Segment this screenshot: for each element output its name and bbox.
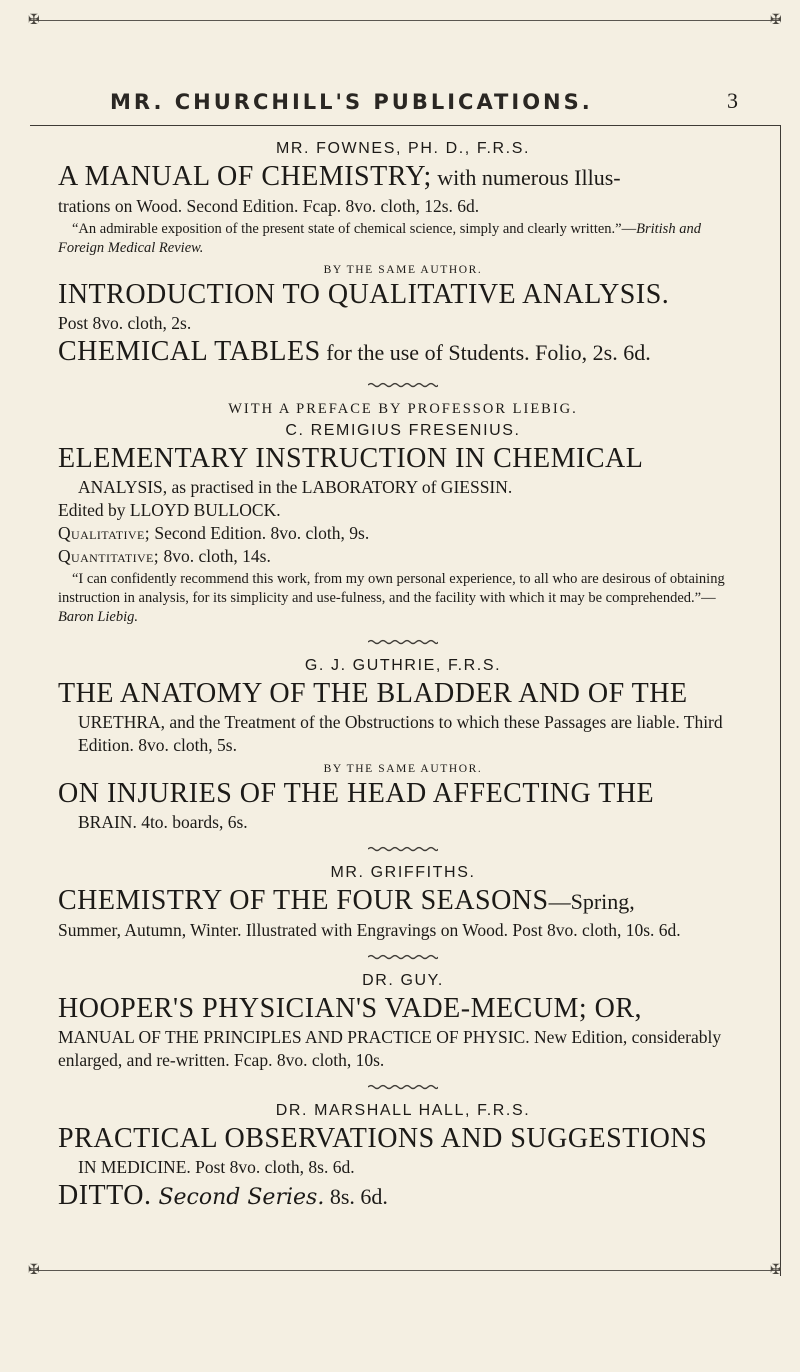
entry-guy <box>58 970 748 1072</box>
entry-author: G. J. GUTHRIE, F.R.S. <box>304 657 502 674</box>
entry-body-line: Edited by LLOYD BULLOCK. <box>58 500 281 520</box>
title-rest: with numerous Illus- <box>431 165 621 190</box>
bottom-rule <box>30 1270 780 1271</box>
title-rest: 8s. 6d. <box>324 1184 388 1209</box>
entry-title: ELEMENTARY INSTRUCTION IN CHEMICAL <box>58 443 644 474</box>
quote-source: Baron Liebig. <box>58 609 139 625</box>
entry-title-2: ON INJURIES OF THE HEAD AFFECTING THE <box>58 778 655 809</box>
qualitative-label: Qualitative; <box>58 523 150 543</box>
entry-body: Summer, Autumn, Winter. Illustrated with Engravings on Wood. Post 8vo. cloth, 10s. 6d. <box>58 920 681 940</box>
qualitative-text: Second Edition. 8vo. cloth, 9s. <box>150 523 370 543</box>
entry-title <box>58 884 748 919</box>
entry-body-line: ANALYSIS, as practised in the LABORATORY of GIESSIN. <box>78 477 513 497</box>
wavy-divider <box>368 382 438 388</box>
entry-title-2 <box>58 1179 748 1215</box>
wavy-divider <box>368 846 438 852</box>
title-main: CHEMISTRY OF THE FOUR SEASONS <box>58 885 549 916</box>
page-number: 3 <box>727 88 738 113</box>
entry-guthrie <box>58 655 748 834</box>
title-rest: —Spring, <box>548 889 635 914</box>
title-main: CHEMICAL TABLES <box>58 336 321 367</box>
quantitative-text: 8vo. cloth, 14s. <box>159 546 271 566</box>
entry-griffiths <box>58 862 748 942</box>
entry-body-2: Post 8vo. cloth, 2s. <box>58 313 192 333</box>
page <box>28 13 790 1290</box>
title-rest: for the use of Students. Folio, 2s. 6d. <box>320 340 651 365</box>
entry-title: HOOPER'S PHYSICIAN'S VADE-MECUM; OR, <box>58 993 643 1024</box>
entry-author: MR. GRIFFITHS. <box>330 864 476 881</box>
running-head-title: MR. CHURCHILL'S PUBLICATIONS. <box>110 90 593 114</box>
entry-title-3 <box>58 335 748 370</box>
wavy-divider <box>368 954 438 960</box>
entry-body-2: BRAIN. 4to. boards, 6s. <box>78 812 248 832</box>
entry-marshall-hall <box>58 1100 748 1215</box>
entry-author: DR. GUY. <box>362 972 444 989</box>
by-same-author: BY THE SAME AUTHOR. <box>323 264 483 276</box>
entry-title: PRACTICAL OBSERVATIONS AND SUGGESTIONS <box>58 1123 708 1154</box>
entry-title: THE ANATOMY OF THE BLADDER AND OF THE <box>58 678 688 709</box>
entry-quote <box>58 570 748 627</box>
corner-ornament-icon: ✠ <box>28 13 40 28</box>
title-main: DITTO. <box>58 1180 152 1211</box>
entry-body: MANUAL OF THE PRINCIPLES AND PRACTICE OF PHYSIC. New Edition, considerably enlarged, and re-written. Fcap. 8vo. cloth, 10s. <box>58 1027 722 1070</box>
entry-body: trations on Wood. Second Edition. Fcap. 8vo. cloth, 12s. 6d. <box>58 196 480 216</box>
entry-quantitative <box>58 545 748 568</box>
quantitative-label: Quantitative; <box>58 546 160 566</box>
entry-title-2: INTRODUCTION TO QUALITATIVE ANALYSIS. <box>58 279 670 310</box>
entry-quote <box>58 220 748 258</box>
entry-fownes <box>58 138 748 370</box>
title-main: A MANUAL OF CHEMISTRY; <box>58 161 432 192</box>
title-gothic: Second Series. <box>151 1185 325 1210</box>
by-same-author: BY THE SAME AUTHOR. <box>323 763 483 775</box>
wavy-divider <box>368 639 438 645</box>
corner-ornament-icon: ✠ <box>770 13 782 28</box>
corner-ornament-icon: ✠ <box>28 1263 40 1278</box>
entry-title <box>58 160 748 195</box>
quote-text: “An admirable exposition of the present state of chemical science, simply and clearly written.”— <box>72 221 637 237</box>
entry-author: DR. MARSHALL HALL, F.R.S. <box>275 1102 531 1119</box>
entry-qualitative <box>58 522 748 545</box>
entry-body: URETHRA, and the Treatment of the Obstructions to which these Passages are liable. Third Edition. 8vo. cloth, 5s. <box>78 712 723 755</box>
quote-text: “I can confidently recommend this work, from my own personal experience, to all who are desirous of obtaining instruction in analysis, for its simplicity and use-fulness, and the facility with which it may be comprehended.”— <box>58 571 725 606</box>
entry-body: IN MEDICINE. Post 8vo. cloth, 8s. 6d. <box>78 1157 355 1177</box>
entry-fresenius <box>58 398 748 627</box>
corner-ornament-icon: ✠ <box>770 1263 782 1278</box>
top-rule <box>30 20 780 21</box>
entry-author: C. REMIGIUS FRESENIUS. <box>285 422 521 439</box>
quote-source: British and Foreign Medical Review. <box>58 221 701 256</box>
advert-list <box>58 138 748 1215</box>
wavy-divider <box>368 1084 438 1090</box>
entry-author: MR. FOWNES, PH. D., F.R.S. <box>275 140 531 157</box>
entry-preface: WITH A PREFACE BY PROFESSOR LIEBIG. <box>228 401 578 417</box>
